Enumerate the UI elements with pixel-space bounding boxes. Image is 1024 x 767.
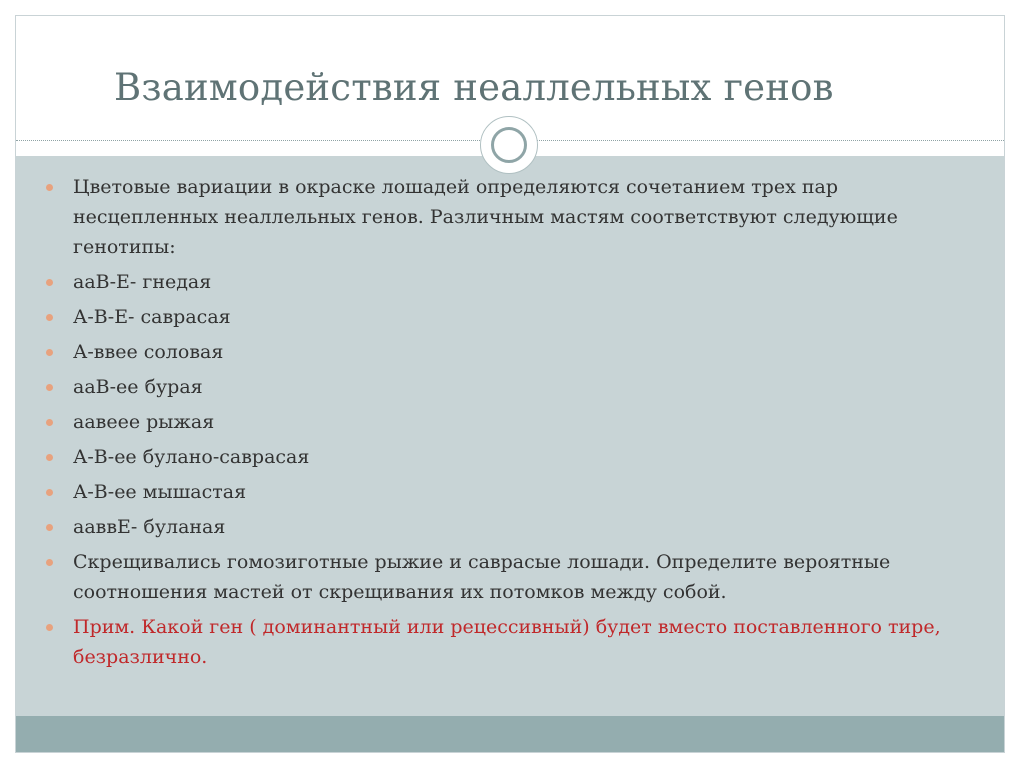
bullet-dot-icon (46, 524, 53, 531)
bullet-item (46, 477, 946, 507)
bullet-item (46, 337, 946, 367)
circle-ornament-inner-icon (491, 127, 527, 163)
bullet-dot-icon (46, 349, 53, 356)
bullet-dot-icon (46, 184, 53, 191)
bullet-item (46, 172, 946, 262)
bullet-text: ааввЕ- буланая (73, 516, 226, 538)
bullet-text: Прим. Какой ген ( доминантный или рецессивный) будет вместо поставленного тире, безразлично. (73, 616, 941, 668)
bullet-text: Скрещивались гомозиготные рыжие и саврасые лошади. Определите вероятные соотношения мастей от скрещивания их потомков между собой. (73, 551, 891, 603)
bullet-list (46, 172, 946, 677)
bullet-text: аавеее рыжая (73, 411, 215, 433)
bullet-item (46, 267, 946, 297)
bullet-dot-icon (46, 454, 53, 461)
bullet-dot-icon (46, 419, 53, 426)
bullet-text: ааВ-Е- гнедая (73, 271, 212, 293)
bullet-text: А-В-Е- саврасая (73, 306, 231, 328)
bullet-text: А-В-ее мышастая (73, 481, 247, 503)
bullet-item (46, 302, 946, 332)
bullet-dot-icon (46, 314, 53, 321)
bullet-text: А-В-ее булано-саврасая (73, 446, 310, 468)
slide-title: Взаимодействия неаллельных генов (114, 66, 834, 109)
bullet-item (46, 442, 946, 472)
bullet-item (46, 512, 946, 542)
bullet-item (46, 547, 946, 607)
footer-bar (16, 716, 1004, 752)
bullet-text: Цветовые вариации в окраске лошадей определяются сочетанием трех пар несцепленных неаллельных генов. Различным мастям соответствуют следующие генотипы: (73, 176, 898, 258)
bullet-text: ааВ-ее бурая (73, 376, 203, 398)
bullet-dot-icon (46, 559, 53, 566)
bullet-dot-icon (46, 624, 53, 631)
bullet-item (46, 372, 946, 402)
bullet-text: А-ввее соловая (73, 341, 224, 363)
bullet-dot-icon (46, 279, 53, 286)
bullet-dot-icon (46, 384, 53, 391)
bullet-item-note (46, 612, 946, 672)
bullet-dot-icon (46, 489, 53, 496)
bullet-item (46, 407, 946, 437)
